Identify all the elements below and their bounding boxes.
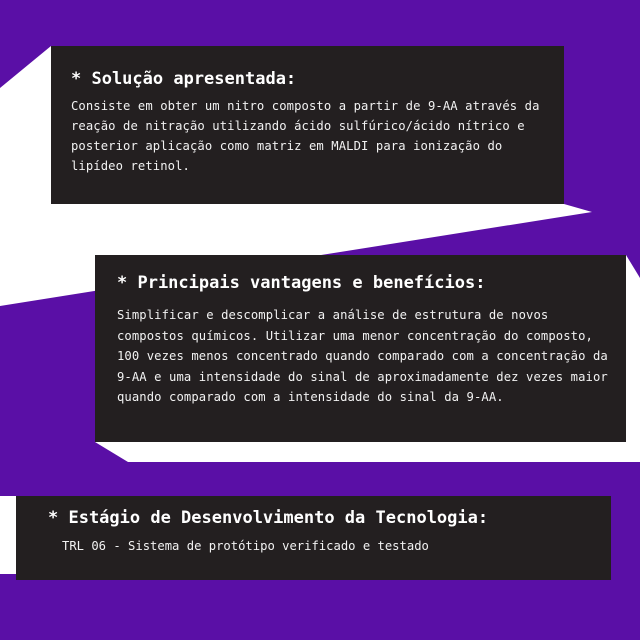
solution-card — [51, 46, 564, 204]
development-stage-title: * Estágio de Desenvolvimento da Tecnologia: — [48, 508, 489, 528]
development-stage-card — [16, 496, 611, 580]
development-stage-text: TRL 06 - Sistema de protótipo verificado e testado — [62, 539, 429, 553]
solution-text: Consiste em obter um nitro composto a partir de 9-AA através da reação de nitração utilizando ácido sulfúrico/ácido nítrico e posterior aplicação como matriz em MALDI para ionização do lipídeo retinol. — [71, 99, 540, 173]
solution-title: * Solução apresentada: — [71, 69, 297, 89]
advantages-title: * Principais vantagens e benefícios: — [117, 273, 486, 293]
advantages-text: Simplificar e descomplicar a análise de estrutura de novos compostos químicos. Utilizar uma menor concentração do composto, 100 vezes menos concentrado quando comparado com a concentração da 9-AA e uma intensidade do sinal de aproximadamente dez vezes maior quando comparado com a intensidade do sinal da 9-AA. — [117, 308, 608, 404]
advantages-card — [95, 255, 626, 442]
